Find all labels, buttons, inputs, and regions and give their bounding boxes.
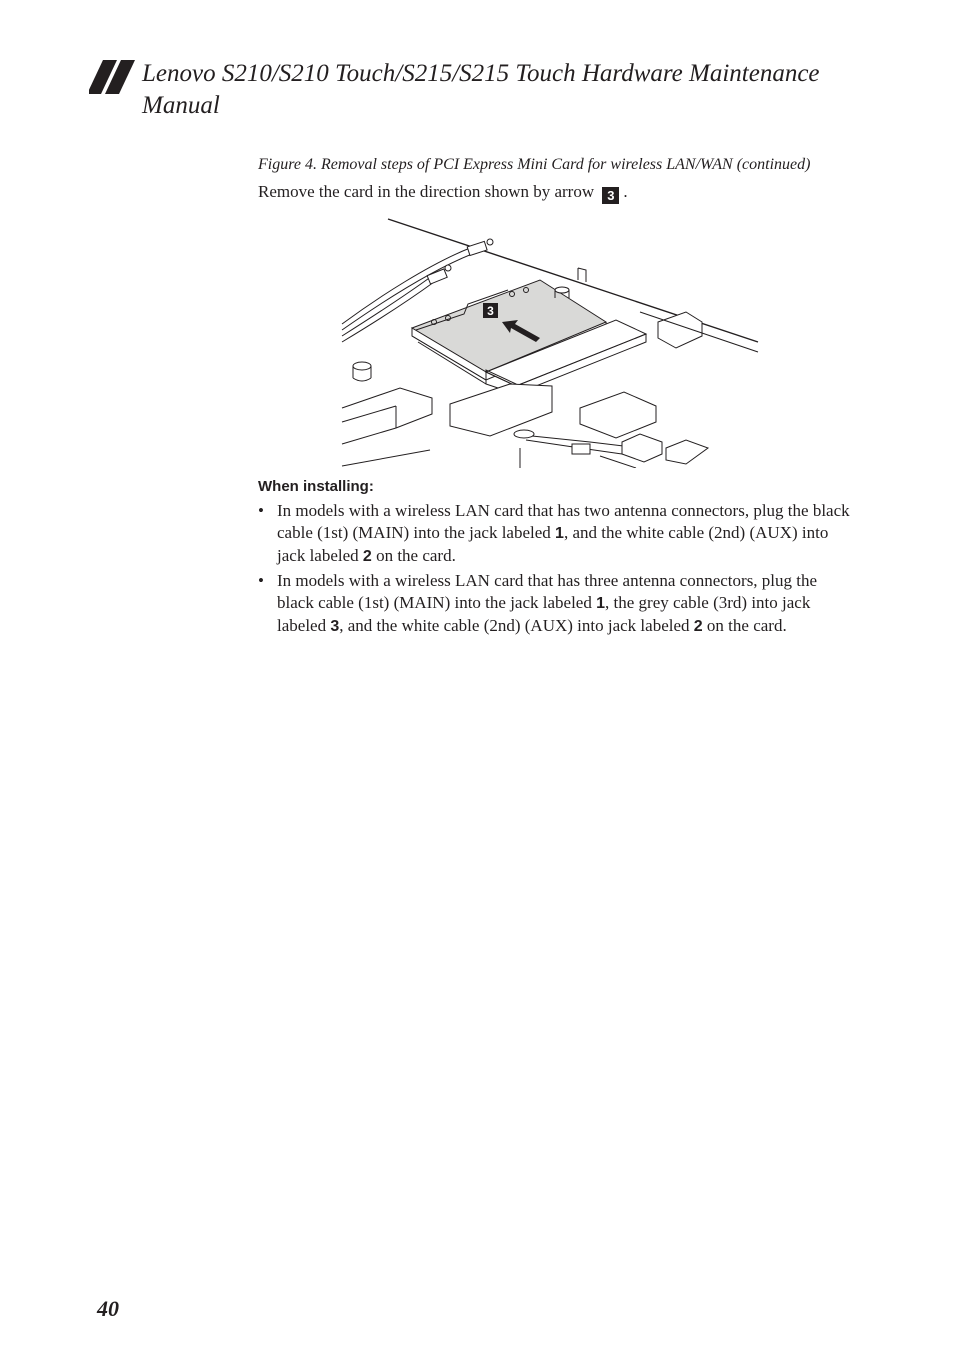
jack-label: 3 — [330, 618, 340, 635]
mini-card-removal-illustration — [340, 216, 760, 468]
jack-label: 1 — [555, 525, 564, 542]
list-item: • In models with a wireless LAN card that has three antenna connectors, plug the black cable (1st) (MAIN) into the jack labeled 1, the grey cable (3rd) into jack labeled 3, and the white cable (2nd) (AUX) into jack labeled 2 on the card. — [258, 571, 818, 635]
callout-label: 3 — [487, 304, 494, 318]
installing-instructions-list — [258, 500, 858, 640]
step-number-badge: 3 — [602, 187, 619, 204]
figure-caption: Figure 4. Removal steps of PCI Express Mini Card for wireless LAN/WAN (continued) — [258, 156, 811, 173]
manual-title: Lenovo S210/S210 Touch/S215/S215 Touch Hardware Maintenance Manual — [142, 60, 820, 119]
jack-label: 2 — [362, 548, 372, 565]
instruction-text — [258, 181, 878, 204]
jack-label: 2 — [693, 618, 703, 635]
list-item: • In models with a wireless LAN card that has two antenna connectors, plug the black cable (1st) (MAIN) into the jack labeled 1, and the white cable (2nd) (AUX) into jack labeled 2 on the card. — [258, 501, 850, 565]
instruction-sentence: Remove the card in the direction shown by arrow — [258, 182, 595, 201]
page-number: 40 — [97, 1296, 119, 1321]
bullet-icon: • — [258, 571, 264, 590]
chapter-slash-marks — [89, 60, 137, 96]
bullet-icon: • — [258, 501, 264, 520]
instruction-period: . — [623, 182, 628, 201]
when-installing-heading: When installing: — [258, 478, 374, 495]
jack-label: 1 — [596, 595, 606, 612]
